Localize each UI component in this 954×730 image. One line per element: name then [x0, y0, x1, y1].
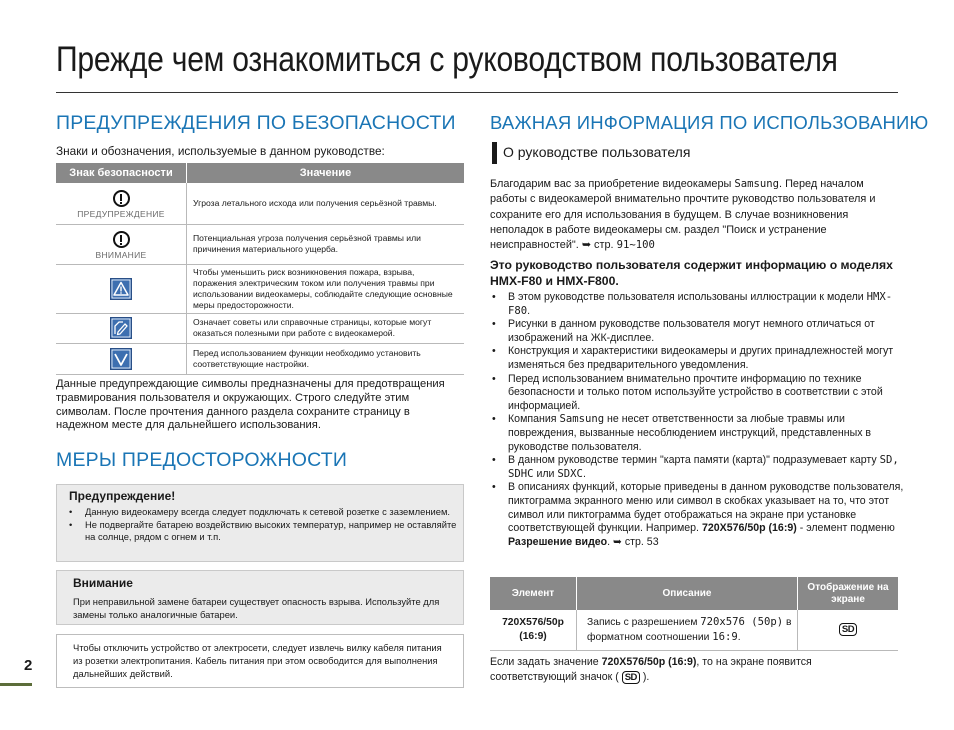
list-item: • Данную видеокамеру всегда следует подключать к сетевой розетке с заземлением. [67, 506, 463, 519]
table-row [56, 313, 464, 343]
table-header-meaning: Значение [187, 163, 465, 183]
important-heading: ВАЖНАЯ ИНФОРМАЦИЯ ПО ИСПОЛЬЗОВАНИЮ [490, 112, 929, 133]
table-row [56, 224, 464, 264]
list-item: • В этом руководстве пользователя использованы иллюстрации к модели HMX-F80. [490, 291, 904, 318]
symbol-label-warning: ПРЕДУПРЕЖДЕНИЕ [77, 208, 165, 219]
symbol-meaning: Перед использованием функции необходимо установить соответствующие настройки. [187, 343, 465, 374]
table-header-element: Элемент [490, 577, 577, 610]
table-row [56, 343, 464, 374]
info-list [490, 291, 904, 549]
cell-element: 720X576/50p (16:9) [490, 610, 577, 651]
table-header-symbol: Знак безопасности [56, 163, 187, 183]
list-item: • Перед использованием внимательно прочтите информацию по технике безопасности и только потом используйте устройство в соответствии с этой информацией. [490, 373, 904, 414]
caution-box [56, 570, 464, 625]
warning-list [67, 506, 463, 544]
table-row [490, 610, 898, 651]
list-item: • Конструкция и характеристики видеокамеры и других принадлежностей могут изменяться без предварительного уведомления. [490, 345, 904, 372]
models-heading: Это руководство пользователя содержит информацию о моделях HMX-F80 и HMX-F800. [490, 258, 893, 288]
safety-symbols-table [56, 163, 464, 375]
table-header-description: Описание [577, 577, 798, 610]
arrow-icon: ➥ [613, 535, 622, 548]
symbol-meaning: Чтобы уменьшить риск возникновения пожара, взрыва, поражения электрическим током или получения травмы при использовании видеокамеры, соблюдайте следующие основные меры предосторожности. [187, 264, 465, 313]
warning-circle-icon [113, 190, 130, 207]
title-divider [56, 92, 898, 93]
precautions-heading: МЕРЫ ПРЕДОСТОРОЖНОСТИ [56, 449, 348, 471]
sd-icon: SD [622, 671, 640, 684]
caution-circle-icon [113, 231, 130, 248]
note-pencil-icon [110, 317, 132, 339]
footer-paragraph: Если задать значение 720X576/50p (16:9), то на экране появится соответствующий значок ( SD ). [490, 656, 812, 683]
warning-box-title: Предупреждение! [69, 489, 176, 503]
table-header-display: Отображение на экране [798, 577, 899, 610]
arrow-icon: ➥ [581, 239, 591, 252]
cell-display [798, 610, 899, 651]
triangle-warning-icon [110, 278, 132, 300]
elements-table [490, 577, 898, 651]
list-item: • Компания Samsung не несет ответственности за любые травмы или повреждения, вызванные несоблюдением инструкций, представленных в руководстве пользователя. [490, 413, 904, 454]
note-box-text: Чтобы отключить устройство от электросети, следует извлечь вилку кабеля питания из розетки электропитания. Кабель питания при этом освободится для выполнения дальнейших действий. [73, 642, 442, 680]
page-number: 2 [24, 657, 33, 674]
warning-box [56, 484, 464, 562]
symbol-meaning: Угроза летального исхода или получения серьёзной травмы. [187, 183, 465, 224]
signs-intro: Знаки и обозначения, используемые в данном руководстве: [56, 144, 385, 158]
list-item: • Рисунки в данном руководстве пользователя могут немного отличаться от изображений на ЖК-дисплее. [490, 318, 904, 345]
symbol-meaning: Означает советы или справочные страницы, которые могут оказаться полезными при работе с видеокамерой. [187, 313, 465, 343]
page-range: 91~100 [616, 239, 655, 252]
list-item: • Не подвергайте батарею воздействию высоких температур, например не оставляйте на солнце, рядом с огнем и т.п. [67, 519, 463, 544]
checkmark-icon [110, 348, 132, 370]
symbol-meaning: Потенциальная угроза получения серьёзной травмы или причинения материального ущерба. [187, 224, 465, 264]
subheading: О руководстве пользователя [503, 144, 691, 160]
subheading-marker [492, 142, 497, 164]
list-item: • В данном руководстве термин "карта памяти (карта)" подразумевает карту SD, SDHC или SDXC. [490, 454, 904, 481]
table-row [56, 264, 464, 313]
note-box [56, 634, 464, 688]
safety-heading: ПРЕДУПРЕЖДЕНИЯ ПО БЕЗОПАСНОСТИ [56, 112, 456, 134]
table-row [56, 183, 464, 224]
caution-box-text: При неправильной замене батареи существует опасность взрыва. Используйте для замены только аналогичные батареи. [73, 596, 440, 621]
sd-icon: SD [839, 623, 857, 636]
intro-paragraph: Благодарим вас за приобретение видеокамеры Samsung. Перед началом работы с видеокамерой внимательно прочтите руководство пользователя и сохраните его для использования в будущем. В случае возникновения неполадок в работе видеокамеры см. раздел "Поиск и устранение неисправностей". ➥ стр. 91~100 [490, 178, 876, 252]
caution-box-title: Внимание [73, 576, 133, 590]
list-item: • В описаниях функций, которые приведены в данном руководстве пользователя, пиктограмма экранного меню или символ в скобках указывает на то, что этот символ или пиктограмма будет отображаться на экране при установке соответствующей функции. Например. 720X576/50p (16:9) - элемент подменю Разрешение видео. ➥ стр. 53 [490, 481, 904, 549]
page-title: Прежде чем ознакомиться с руководством пользователя [56, 40, 838, 79]
page-number-rule [0, 683, 32, 686]
cell-description: Запись с разрешением 720x576 (50p) в форматном соотношении 16:9. [577, 610, 798, 651]
symbols-paragraph: Данные предупреждающие символы предназначены для предотвращения травмирования пользователя и окружающих. Строго следуйте этим символам. После прочтения данного раздела сохраните страницу в надежном месте для дальнейшего использования. [56, 378, 445, 432]
brand-name: Samsung [734, 178, 780, 190]
symbol-label-caution: ВНИМАНИЕ [95, 249, 147, 260]
